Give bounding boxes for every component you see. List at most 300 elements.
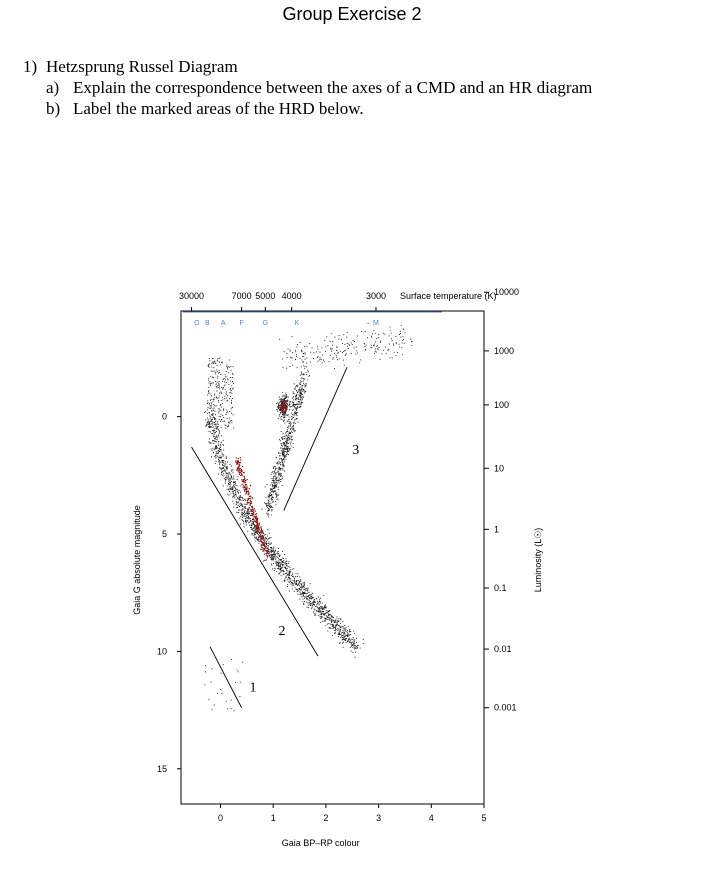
star-point: [307, 598, 308, 599]
star-point: [316, 604, 317, 605]
region-1-line: [210, 647, 242, 708]
star-point: [237, 489, 238, 490]
star-point: [222, 403, 223, 404]
star-point: [354, 640, 355, 641]
star-point: [218, 424, 219, 425]
star-point: [322, 611, 323, 612]
star-point: [303, 397, 304, 398]
star-point: [393, 345, 394, 346]
star-point: [220, 445, 221, 446]
star-point: [216, 435, 217, 436]
star-point: [267, 514, 268, 515]
star-point: [272, 471, 273, 472]
star-point: [239, 510, 240, 511]
star-point: [279, 556, 280, 557]
star-point: [310, 583, 311, 584]
star-point: [297, 418, 298, 419]
star-point: [272, 482, 273, 483]
star-point: [271, 494, 272, 495]
star-point: [215, 426, 216, 427]
star-point: [207, 418, 208, 419]
star-point: [271, 491, 272, 492]
region-1-label: 1: [249, 680, 257, 696]
star-point: [209, 363, 210, 364]
star-point: [301, 350, 302, 351]
star-point: [265, 497, 266, 498]
star-point: [276, 485, 277, 486]
star-point: [315, 613, 316, 614]
star-point: [277, 557, 278, 558]
star-point: [236, 507, 237, 508]
star-point: [301, 388, 302, 389]
star-point: [222, 389, 223, 390]
star-point: [217, 456, 218, 457]
star-point: [212, 430, 213, 431]
star-point: [214, 362, 215, 363]
star-point: [242, 500, 243, 501]
star-point: [252, 498, 253, 499]
star-point: [351, 642, 352, 643]
star-point: [216, 424, 217, 425]
star-point: [291, 446, 292, 447]
star-point: [332, 635, 333, 636]
star-point: [283, 448, 284, 449]
star-point: [278, 467, 279, 468]
spectral-class-label: F: [239, 320, 244, 327]
star-point: [237, 469, 238, 470]
star-point: [396, 342, 397, 343]
star-point: [355, 652, 356, 653]
star-point: [275, 478, 276, 479]
star-point: [320, 611, 321, 612]
star-point: [305, 588, 306, 589]
star-point: [213, 443, 214, 444]
star-point: [268, 516, 269, 517]
star-point: [209, 439, 210, 440]
star-point: [304, 601, 305, 602]
star-point: [255, 514, 256, 515]
star-point: [220, 391, 221, 392]
star-point: [340, 351, 341, 352]
star-point: [278, 469, 279, 470]
star-point: [212, 377, 213, 378]
star-point: [218, 397, 219, 398]
star-point: [302, 592, 303, 593]
star-point: [290, 433, 291, 434]
star-point: [272, 485, 273, 486]
star-point: [330, 355, 331, 356]
star-point: [215, 414, 216, 415]
star-point: [287, 348, 288, 349]
star-point: [283, 571, 284, 572]
star-point: [314, 609, 315, 610]
star-point: [211, 366, 212, 367]
star-point: [226, 391, 227, 392]
star-point: [289, 366, 290, 367]
star-point: [244, 507, 245, 508]
star-point: [323, 614, 324, 615]
star-point: [280, 412, 281, 413]
star-point: [275, 482, 276, 483]
star-point: [389, 344, 390, 345]
star-point: [302, 386, 303, 387]
star-point: [248, 522, 249, 523]
star-point: [229, 418, 230, 419]
star-point: [250, 485, 251, 486]
star-point: [302, 394, 303, 395]
star-point: [352, 652, 353, 653]
star-point: [234, 710, 235, 711]
star-point: [208, 390, 209, 391]
star-point: [271, 500, 272, 501]
star-point: [216, 398, 217, 399]
star-point: [303, 604, 304, 605]
star-point: [283, 405, 284, 406]
star-point: [226, 701, 227, 702]
star-point: [271, 478, 272, 479]
star-point: [304, 392, 305, 393]
star-point: [244, 511, 245, 512]
star-point: [227, 708, 228, 709]
spectral-class-label: G: [262, 320, 269, 327]
star-point: [267, 529, 268, 530]
star-point: [243, 487, 244, 488]
star-point: [317, 348, 318, 349]
star-point: [378, 337, 379, 338]
star-point: [208, 365, 209, 366]
star-point: [272, 484, 273, 485]
star-point: [214, 430, 215, 431]
star-point: [236, 504, 237, 505]
star-point: [289, 349, 290, 350]
star-point: [272, 568, 273, 569]
star-point: [305, 590, 306, 591]
star-point: [211, 403, 212, 404]
star-point: [249, 518, 250, 519]
star-point: [284, 411, 285, 412]
star-point: [230, 479, 231, 480]
star-point: [220, 364, 221, 365]
star-point: [268, 510, 269, 511]
star-point: [320, 598, 321, 599]
star-point: [275, 504, 276, 505]
star-point: [273, 478, 274, 479]
star-point: [221, 460, 222, 461]
luminosity-axis-title: Luminosity (L☉): [533, 527, 543, 593]
star-point: [317, 601, 318, 602]
star-point: [349, 638, 350, 639]
star-point: [270, 492, 271, 493]
star-point: [294, 583, 295, 584]
star-point: [290, 569, 291, 570]
star-point: [290, 425, 291, 426]
star-point: [318, 603, 319, 604]
star-point: [287, 400, 288, 401]
star-point: [296, 580, 297, 581]
star-point: [250, 498, 251, 499]
star-point: [301, 366, 302, 367]
star-point: [210, 442, 211, 443]
star-point: [221, 407, 222, 408]
star-point: [265, 537, 266, 538]
star-point: [318, 612, 319, 613]
star-point: [226, 457, 227, 458]
star-point: [221, 400, 222, 401]
star-point: [266, 503, 267, 504]
star-point: [261, 537, 262, 538]
star-point: [243, 472, 244, 473]
star-point: [280, 462, 281, 463]
star-point: [237, 502, 238, 503]
star-point: [218, 373, 219, 374]
star-point: [284, 567, 285, 568]
star-point: [299, 389, 300, 390]
star-point: [296, 391, 297, 392]
star-point: [270, 503, 271, 504]
star-point: [285, 567, 286, 568]
star-point: [222, 454, 223, 455]
star-point: [208, 424, 209, 425]
star-point: [260, 549, 261, 550]
star-point: [227, 411, 228, 412]
star-point: [284, 423, 285, 424]
star-point: [338, 352, 339, 353]
star-point: [293, 585, 294, 586]
star-point: [213, 361, 214, 362]
star-point: [283, 558, 284, 559]
star-point: [249, 496, 250, 497]
star-point: [342, 639, 343, 640]
star-point: [255, 534, 256, 535]
star-point: [300, 396, 301, 397]
star-point: [273, 497, 274, 498]
star-point: [295, 576, 296, 577]
star-point: [282, 469, 283, 470]
spectral-class-label: B: [205, 320, 210, 327]
star-point: [280, 416, 281, 417]
star-point: [248, 518, 249, 519]
star-point: [282, 453, 283, 454]
star-point: [231, 700, 232, 701]
spectral-class-label: A: [220, 320, 226, 327]
star-point: [247, 502, 248, 503]
star-point: [204, 412, 205, 413]
star-point: [279, 478, 280, 479]
star-point: [269, 499, 270, 500]
star-point: [300, 579, 301, 580]
star-point: [355, 657, 356, 658]
star-point: [325, 351, 326, 352]
star-point: [356, 638, 357, 639]
star-point: [287, 420, 288, 421]
star-point: [226, 412, 227, 413]
star-point: [268, 508, 269, 509]
star-point: [290, 443, 291, 444]
star-point: [274, 570, 275, 571]
star-point: [208, 393, 209, 394]
star-point: [282, 565, 283, 566]
star-point: [402, 354, 403, 355]
star-point: [340, 637, 341, 638]
star-point: [291, 582, 292, 583]
star-point: [292, 414, 293, 415]
star-point: [271, 510, 272, 511]
star-point: [275, 479, 276, 480]
star-point: [240, 516, 241, 517]
star-point: [347, 346, 348, 347]
y-axis-title: Gaia G absolute magnitude: [132, 505, 142, 615]
star-point: [205, 671, 206, 672]
star-point: [289, 574, 290, 575]
star-point: [245, 480, 246, 481]
star-point: [288, 433, 289, 434]
star-point: [296, 419, 297, 420]
star-point: [244, 512, 245, 513]
star-point: [346, 638, 347, 639]
star-point: [278, 553, 279, 554]
star-point: [275, 559, 276, 560]
star-point: [285, 434, 286, 435]
star-point: [326, 610, 327, 611]
star-point: [330, 628, 331, 629]
star-point: [355, 648, 356, 649]
star-point: [347, 641, 348, 642]
star-point: [288, 572, 289, 573]
star-point: [225, 425, 226, 426]
star-point: [214, 456, 215, 457]
star-point: [221, 474, 222, 475]
star-point: [307, 370, 308, 371]
star-point: [252, 506, 253, 507]
star-point: [205, 665, 206, 666]
star-point: [396, 343, 397, 344]
region-2-line: [192, 447, 318, 656]
star-point: [325, 346, 326, 347]
star-point: [245, 504, 246, 505]
star-point: [254, 516, 255, 517]
star-point: [213, 430, 214, 431]
star-point: [402, 342, 403, 343]
star-point: [210, 406, 211, 407]
star-point: [212, 415, 213, 416]
star-point: [320, 618, 321, 619]
star-point: [331, 615, 332, 616]
star-point: [277, 406, 278, 407]
star-point: [293, 422, 294, 423]
star-point: [292, 573, 293, 574]
star-point: [297, 404, 298, 405]
region-3-label: 3: [352, 443, 360, 459]
star-point: [283, 443, 284, 444]
star-point: [316, 611, 317, 612]
star-point: [217, 421, 218, 422]
star-point: [304, 589, 305, 590]
star-point: [236, 501, 237, 502]
star-point: [225, 461, 226, 462]
star-point: [336, 618, 337, 619]
star-point: [216, 445, 217, 446]
star-point: [268, 504, 269, 505]
star-point: [279, 473, 280, 474]
star-point: [275, 473, 276, 474]
star-point: [278, 551, 279, 552]
star-point: [218, 411, 219, 412]
star-point: [282, 409, 283, 410]
star-point: [308, 587, 309, 588]
star-point: [319, 359, 320, 360]
star-point: [293, 568, 294, 569]
star-point: [288, 427, 289, 428]
star-point: [256, 537, 257, 538]
star-point: [312, 607, 313, 608]
star-point: [348, 344, 349, 345]
star-point: [295, 423, 296, 424]
star-point: [300, 375, 301, 376]
star-point: [289, 423, 290, 424]
star-point: [333, 357, 334, 358]
star-point: [210, 393, 211, 394]
star-point: [269, 506, 270, 507]
star-point: [211, 419, 212, 420]
star-point: [288, 426, 289, 427]
star-point: [319, 357, 320, 358]
star-point: [303, 585, 304, 586]
star-point: [219, 409, 220, 410]
star-point: [327, 612, 328, 613]
star-point: [235, 460, 236, 461]
star-point: [256, 519, 257, 520]
star-point: [290, 578, 291, 579]
star-point: [320, 612, 321, 613]
star-point: [222, 468, 223, 469]
star-point: [286, 577, 287, 578]
star-point: [214, 438, 215, 439]
star-point: [228, 366, 229, 367]
star-point: [288, 397, 289, 398]
star-point: [322, 616, 323, 617]
star-point: [297, 591, 298, 592]
star-point: [212, 423, 213, 424]
star-point: [287, 446, 288, 447]
star-point: [344, 365, 345, 366]
star-point: [347, 630, 348, 631]
star-point: [389, 326, 390, 327]
star-point: [281, 473, 282, 474]
star-point: [212, 668, 213, 669]
star-point: [301, 391, 302, 392]
star-point: [211, 383, 212, 384]
star-point: [289, 402, 290, 403]
star-point: [241, 503, 242, 504]
star-point: [275, 550, 276, 551]
star-point: [330, 349, 331, 350]
star-point: [205, 411, 206, 412]
star-point: [317, 346, 318, 347]
star-point: [400, 333, 401, 334]
star-point: [321, 616, 322, 617]
star-point: [227, 400, 228, 401]
star-point: [356, 642, 357, 643]
star-point: [243, 506, 244, 507]
star-point: [245, 499, 246, 500]
star-point: [272, 499, 273, 500]
star-point: [352, 645, 353, 646]
star-point: [279, 562, 280, 563]
star-point: [230, 421, 231, 422]
star-point: [232, 489, 233, 490]
star-point: [239, 462, 240, 463]
star-point: [293, 403, 294, 404]
